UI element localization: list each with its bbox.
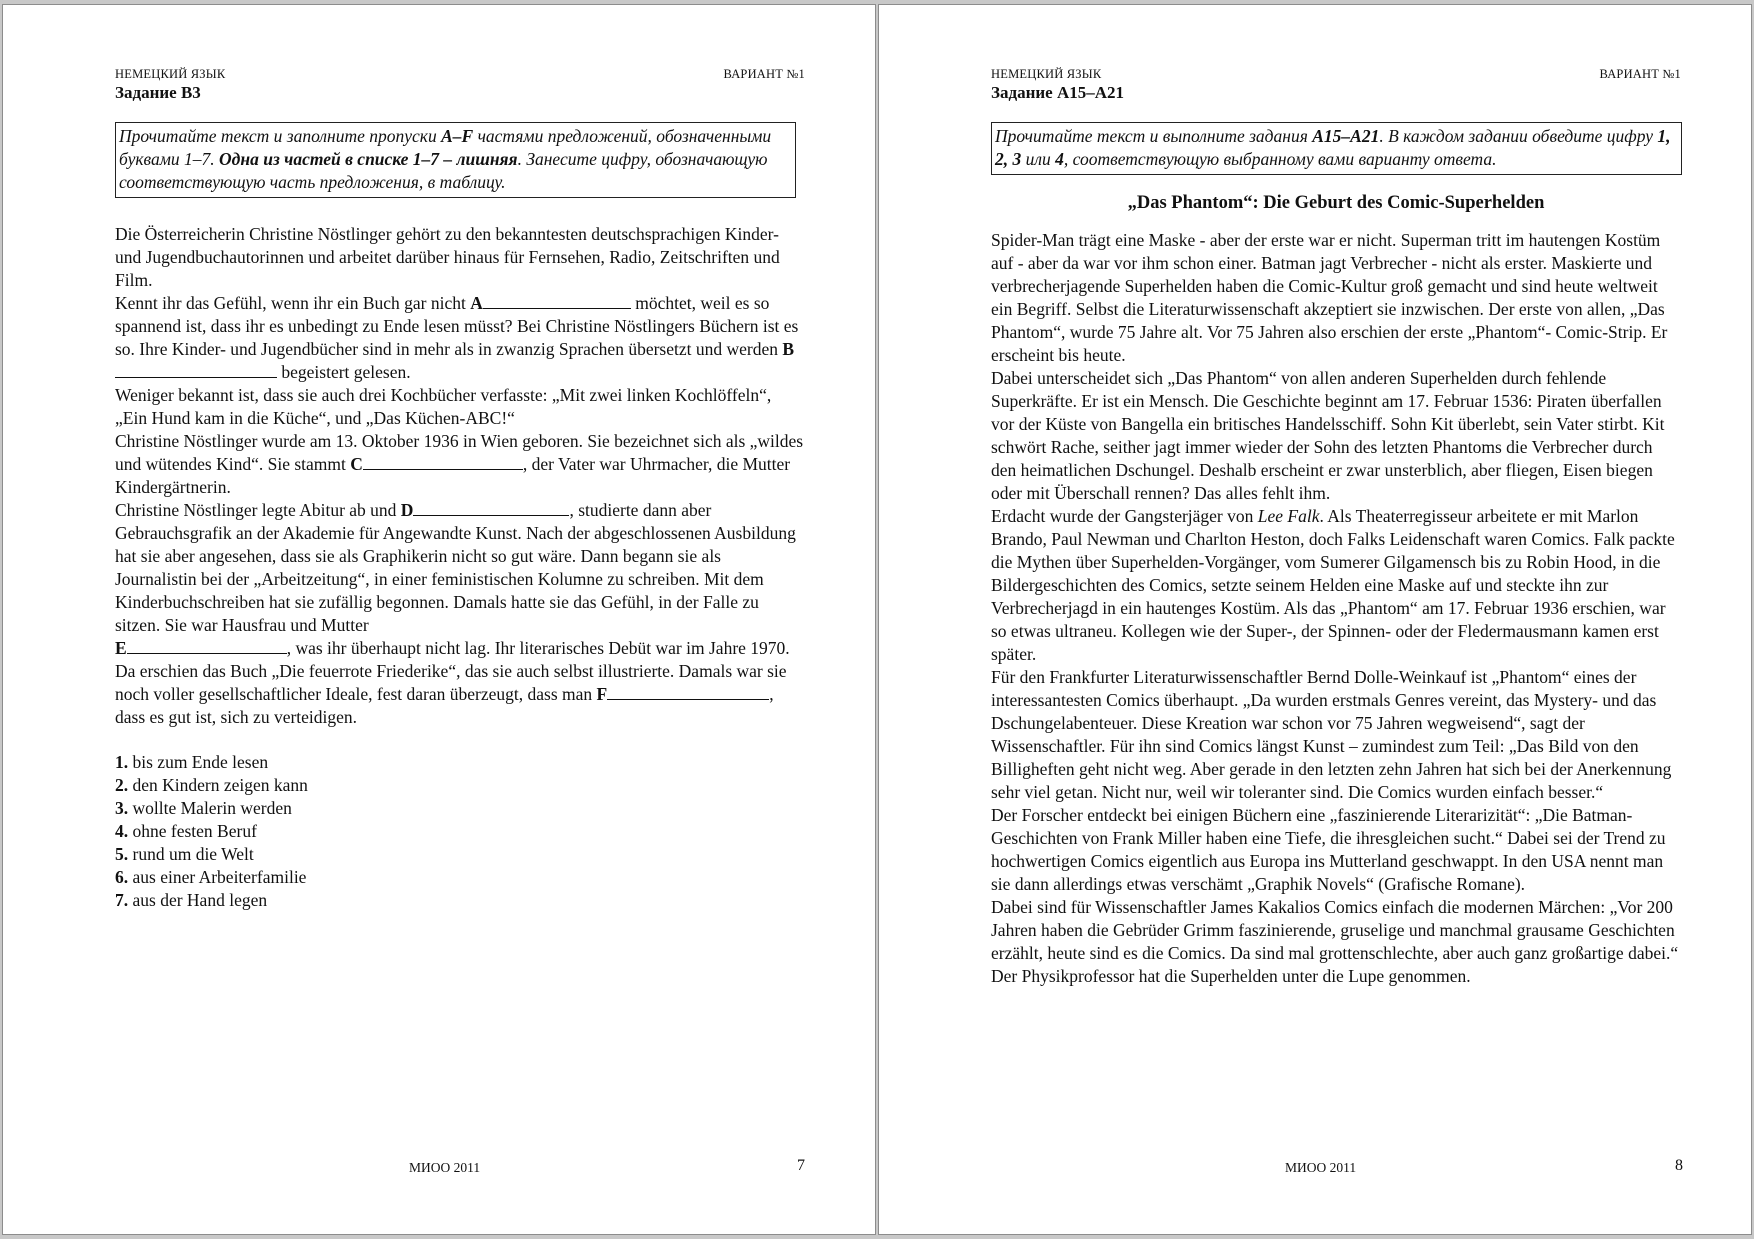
page-number: 7 bbox=[797, 1157, 805, 1174]
text-run: begeistert gelesen. bbox=[277, 362, 411, 382]
option-item bbox=[115, 751, 805, 774]
instruction-text: . Занесите цифру, обозначающую соответствующую часть предложения, в таблицу. bbox=[119, 149, 768, 192]
gap-blank-d[interactable] bbox=[413, 499, 569, 516]
instruction-text: Прочитайте текст и выполните задания bbox=[995, 126, 1313, 146]
task-title: Задание B3 bbox=[115, 83, 201, 102]
page-header bbox=[115, 67, 805, 82]
text-run: , was ihr überhaupt nicht lag. Ihr literarisches Debüt war im Jahre 1970. Da erschien das Buch „Die feuerrote Friederike“, das sie auch selbst illustrierte. Damals war sie noch voller gesellschaftlicher Ideale, fest daran überzeugt, dass man bbox=[115, 638, 790, 704]
text-run: Christine Nöstlinger legte Abitur ab und bbox=[115, 500, 401, 520]
gap-label-c: C bbox=[350, 454, 363, 474]
instruction-number-4: 4 bbox=[1055, 149, 1064, 169]
gap-blank-b[interactable] bbox=[115, 361, 277, 378]
subject-label: НЕМЕЦКИЙ ЯЗЫК bbox=[115, 67, 226, 81]
article-paragraph: Spider-Man trägt eine Maske - aber der erste war er nicht. Superman tritt im hautengen Kostüm auf - aber da war vor ihm schon einer. Batman jagt Verbrecher - nicht als erster. Maskierte und verbrecherjagende Superhelden haben die Comic-Kultur groß gemacht und sind heute weltweit ein Begriff. Selbst die Literaturwissenschaft akzeptiert sie inzwischen. Der erste von allen, „Das Phantom“, wurde 75 Jahre alt. Vor 75 Jahren also erschien der erste „Phantom“- Comic-Strip. Er erscheint bis heute. bbox=[991, 230, 1668, 365]
gap-label-a: A bbox=[470, 293, 483, 313]
option-text: rund um die Welt bbox=[132, 844, 254, 864]
option-item bbox=[115, 774, 805, 797]
paragraph-cookbooks: Weniger bekannt ist, dass sie auch drei Kochbücher verfasste: „Mit zwei linken Kochlöffeln“, „Ein Hund kam in die Küche“, und „Das Küchen-ABC!“ bbox=[115, 385, 772, 428]
paragraph-e-f bbox=[115, 637, 805, 729]
instruction-text: или bbox=[1021, 149, 1056, 169]
paragraph-d bbox=[115, 499, 805, 637]
page-right bbox=[878, 4, 1752, 1235]
article-paragraph: Dabei sind für Wissenschaftler James Kakalios Comics einfach die modernen Märchen: „Vor 200 Jahren haben die Gebrüder Grimm faszinierende, gruselige und manchmal grausame Geschichten erzählt, heute sind es die Comics. Da sind mal grottenschlechte, aber auch ganz großartige dabei.“ Der Physikprofessor hat die Superhelden unter die Lupe genommen. bbox=[991, 897, 1679, 986]
option-number: 7. bbox=[115, 890, 129, 910]
option-text: aus einer Arbeiterfamilie bbox=[132, 867, 307, 887]
text-run: Christine Nöstlinger wurde am 13. Oktober 1936 in Wien geboren. Sie bezeichnet sich als „wildes und wütendes Kind“. Sie stammt bbox=[115, 431, 804, 474]
article-paragraph: Dabei unterscheidet sich „Das Phantom“ von allen anderen Superhelden durch fehlende Superkräfte. Er ist ein Mensch. Die Geschichte beginnt am 17. Februar 1536: Piraten überfallen vor der Küste von Bangella ein britisches Handelsschiff. Sohn Kit überlebt, sein Vater stirbt. Kit schwört Rache, seither jagt immer wieder der Sohn des letzten Phantoms die Verbrecher durch den heimatlichen Dschungel. Deshalb erscheint er zwar unsterblich, aber fliegen, Eisen biegen oder mit Überschall rennen? Das alles fehlt ihm. bbox=[991, 368, 1665, 503]
variant-label: ВАРИАНТ №1 bbox=[1599, 67, 1681, 81]
paragraph-a-b bbox=[115, 292, 805, 384]
instruction-range: A15–A21 bbox=[1312, 126, 1380, 146]
text-run: . Als Theaterregisseur arbeitete er mit Marlon Brando, Paul Newman und Charlton Heston, doch Falks Leidenschaft waren Comics. Falk packte die Mythen über Superhelden-Vorgänger, vom Sumerer Gilgamensch bis zu Robin Hood, in die Bildergeschichten des Comics, setzte seinem Helden eine Maske auf und steckte ihn zur Verbrecherjagd in ein hautenges Kostüm. Als das „Phantom“ am 17. Februar 1936 erschien, war so etwas ultraneu. Kollegen wie der Super-, der Spinnen- oder der Fledermausmann kamen erst später. bbox=[991, 506, 1675, 664]
option-number: 1. bbox=[115, 752, 129, 772]
task-title: Задание A15–A21 bbox=[991, 83, 1125, 102]
option-number: 6. bbox=[115, 867, 129, 887]
gap-label-f: F bbox=[596, 684, 608, 704]
option-number: 3. bbox=[115, 798, 129, 818]
gap-label-e: E bbox=[115, 638, 127, 658]
gap-label-b: B bbox=[782, 339, 795, 359]
gap-label-d: D bbox=[400, 500, 414, 520]
option-item bbox=[115, 866, 805, 889]
article-paragraph: Für den Frankfurter Literaturwissenschaftler Bernd Dolle-Weinkauf ist „Phantom“ eines der interessantesten Comics überhaupt. „Da wurden erstmals Genres vereint, das Mystery- und das Dschungelabenteuer. Diese Kreation war schon vor 75 Jahren wegweisend“, sagt der Wissenschaftler. Für ihn sind Comics längst Kunst – zumindest zum Teil: „Das Bild von den Billigheften geht nicht weg. Aber gerade in den letzten zehn Jahren hat sich bei der Anerkennung sehr viel getan. Nicht nur, weil wir toleranter sind. Die Comics wurden einfach besser.“ bbox=[991, 667, 1672, 802]
text-run: möchtet, weil es so spannend ist, dass ihr es unbedingt zu Ende lesen müsst? Bei Christine Nöstlingers Büchern ist es so. Ihre Kinder- und Jugendbücher sind in mehr als in zwanzig Sprachen übersetzt und werden bbox=[115, 293, 799, 359]
paragraph-c bbox=[115, 430, 805, 499]
option-item bbox=[115, 797, 805, 820]
page-number: 8 bbox=[1675, 1157, 1683, 1174]
option-text: aus der Hand legen bbox=[132, 890, 268, 910]
instruction-text: , соответствующую выбранному вами варианту ответа. bbox=[1063, 149, 1497, 169]
instruction-letters: A–F bbox=[441, 126, 474, 146]
instruction-text: частями предложений, обозначенными буквами 1–7. bbox=[119, 126, 772, 169]
page-header bbox=[991, 67, 1681, 82]
option-text: bis zum Ende lesen bbox=[132, 752, 269, 772]
gap-blank-c[interactable] bbox=[363, 453, 523, 470]
article-paragraph bbox=[991, 505, 1681, 666]
subject-label: НЕМЕЦКИЙ ЯЗЫК bbox=[991, 67, 1102, 81]
text-run: , studierte dann aber Gebrauchsgrafik an der Akademie für Angewandte Kunst. Nach der abgeschlossenen Ausbildung hat sie aber angesehen, dass sie als Graphikerin nicht so gut wäre. Dann begann sie als Journalistin bei der „Arbeitzeitung“, in einer feministischen Kolumne zu schreiben. Mit dem Kinderbuchschreiben hat sie zufällig begonnen. Damals hatte sie das Gefühl, in der Falle zu sitzen. Sie war Hausfrau und Mutter bbox=[115, 500, 796, 635]
gap-blank-e[interactable] bbox=[127, 637, 287, 654]
option-text: ohne festen Beruf bbox=[132, 821, 257, 841]
paragraph-intro: Die Österreicherin Christine Nöstlinger gehört zu den bekanntesten deutschsprachigen Kinder- und Jugendbuchautorinnen und arbeitet darüber hinaus für Fernsehen, Radio, Zeitschriften und Film. bbox=[115, 224, 780, 290]
text-run: , dass es gut ist, sich zu verteidigen. bbox=[115, 684, 774, 727]
option-item bbox=[115, 843, 805, 866]
option-number: 4. bbox=[115, 821, 129, 841]
options-list bbox=[115, 751, 805, 912]
article-paragraph: Der Forscher entdeckt bei einigen Büchern eine „faszinierende Literarizität“: „Die Batman-Geschichten von Frank Miller haben eine Tiefe, die ihresgleichen sucht.“ Dabei sei der Trend zu hochwertigen Comics eigentlich aus Europa ins Mutterland geschwappt. In den USA nennt man sie dann allerdings etwas verschämt „Graphik Novels“ (Grafische Romane). bbox=[991, 805, 1666, 894]
author-name: Lee Falk bbox=[1257, 506, 1320, 526]
gap-blank-a[interactable] bbox=[483, 292, 631, 309]
text-run: , der Vater war Uhrmacher, die Mutter Kindergärtnerin. bbox=[115, 454, 791, 497]
instruction-emphasis: Одна из частей в списке 1–7 – лишняя bbox=[219, 149, 518, 169]
page-footer: МИОО 2011 bbox=[409, 1160, 481, 1175]
instruction-text: . В каждом задании обведите цифру bbox=[1379, 126, 1658, 146]
text-run: Kennt ihr das Gefühl, wenn ihr ein Buch gar nicht bbox=[115, 293, 471, 313]
article-text bbox=[991, 229, 1681, 988]
gap-fill-text bbox=[115, 223, 805, 729]
option-number: 5. bbox=[115, 844, 129, 864]
option-number: 2. bbox=[115, 775, 129, 795]
option-item bbox=[115, 889, 805, 912]
option-text: wollte Malerin werden bbox=[132, 798, 292, 818]
page-footer: МИОО 2011 bbox=[1285, 1160, 1357, 1175]
instruction-numbers: 1, 2, 3 bbox=[995, 126, 1671, 169]
instruction-box bbox=[115, 122, 796, 198]
gap-blank-f[interactable] bbox=[607, 683, 769, 700]
article-title: „Das Phantom“: Die Geburt des Comic-Superhelden bbox=[1127, 193, 1545, 213]
text-run: Erdacht wurde der Gangsterjäger von bbox=[991, 506, 1258, 526]
page-left-content bbox=[115, 67, 805, 912]
option-item bbox=[115, 820, 805, 843]
instruction-box bbox=[991, 122, 1682, 175]
variant-label: ВАРИАНТ №1 bbox=[723, 67, 805, 81]
page-right-content bbox=[991, 67, 1681, 988]
option-text: den Kindern zeigen kann bbox=[132, 775, 308, 795]
page-left bbox=[2, 4, 876, 1235]
instruction-text: Прочитайте текст и заполните пропуски bbox=[119, 126, 442, 146]
